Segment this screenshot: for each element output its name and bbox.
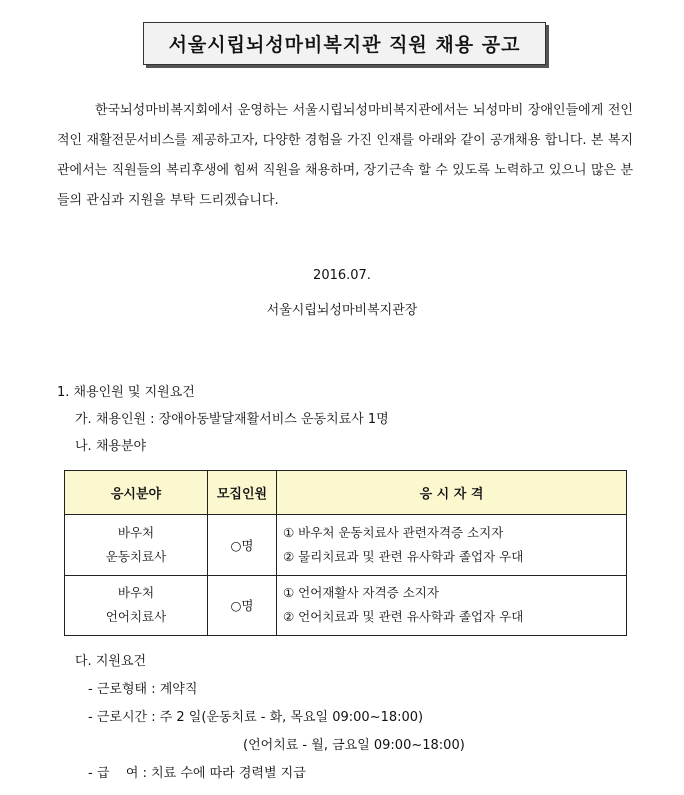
qualification-line: ② 물리치료과 및 관련 유사학과 졸업자 우대	[283, 548, 524, 564]
field-line: 운동치료사	[105, 548, 167, 564]
table-row	[65, 575, 627, 636]
work-type: - 근로형태 : 계약직	[88, 682, 198, 697]
page-title	[143, 22, 546, 65]
recruitment-table	[64, 470, 627, 636]
count-cell: ○명	[208, 515, 277, 576]
header-count: 모집인원	[208, 471, 277, 515]
table-header-row	[65, 471, 627, 515]
announcement-date: 2016.07.	[313, 268, 371, 283]
section-heading: 1. 채용인원 및 지원요건	[57, 385, 195, 400]
table-row	[65, 515, 627, 576]
page-title-text: 서울시립뇌성마비복지관 직원 채용 공고	[168, 34, 521, 56]
field-line: 바우처	[117, 585, 155, 601]
field-line: 언어치료사	[105, 609, 167, 625]
intro-text: 한국뇌성마비복지회에서 운영하는 서울시립뇌성마비복지관에서는 뇌성마비 장애인들에게 전인적인 재활전문서비스를 제공하고자, 다양한 경험을 가진 인재를 아래와 같이 공개채용 합니다. 본 복지관에서는 직원들의 복리후생에 힘써 직원을 채용하며, 장기근속 할 수 있도록 노력하고 있으니 많은 분들의 관심과 지원을 부탁 드리겠습니다.	[57, 103, 633, 208]
intro-paragraph	[57, 96, 633, 216]
qualification-cell	[277, 515, 627, 576]
field-line: 바우처	[117, 524, 155, 540]
qualification-line: ① 바우처 운동치료사 관련자격증 소지자	[283, 524, 504, 540]
work-hours-continued: (언어치료 - 월, 금요일 09:00~18:00)	[243, 738, 465, 753]
field-cell	[65, 515, 208, 576]
issuer-name: 서울시립뇌성마비복지관장	[266, 303, 418, 318]
header-field: 응시분야	[65, 471, 208, 515]
qualification-cell	[277, 575, 627, 636]
field-cell	[65, 575, 208, 636]
header-qualification: 응 시 자 격	[277, 471, 627, 515]
work-hours: - 근로시간 : 주 2 일(운동치료 - 화, 목요일 09:00~18:00)	[88, 710, 424, 725]
qualification-line: ① 언어재활사 자격증 소지자	[283, 585, 439, 601]
requirements-item: 다. 지원요건	[75, 654, 147, 669]
recruit-count-item: 가. 채용인원 : 장애아동발달재활서비스 운동치료사 1명	[75, 412, 389, 427]
qualification-line: ② 언어치료과 및 관련 유사학과 졸업자 우대	[283, 609, 524, 625]
pay: - 급 여 : 치료 수에 따라 경력별 지급	[88, 766, 306, 781]
count-cell: ○명	[208, 575, 277, 636]
recruit-field-item: 나. 채용분야	[75, 439, 147, 454]
